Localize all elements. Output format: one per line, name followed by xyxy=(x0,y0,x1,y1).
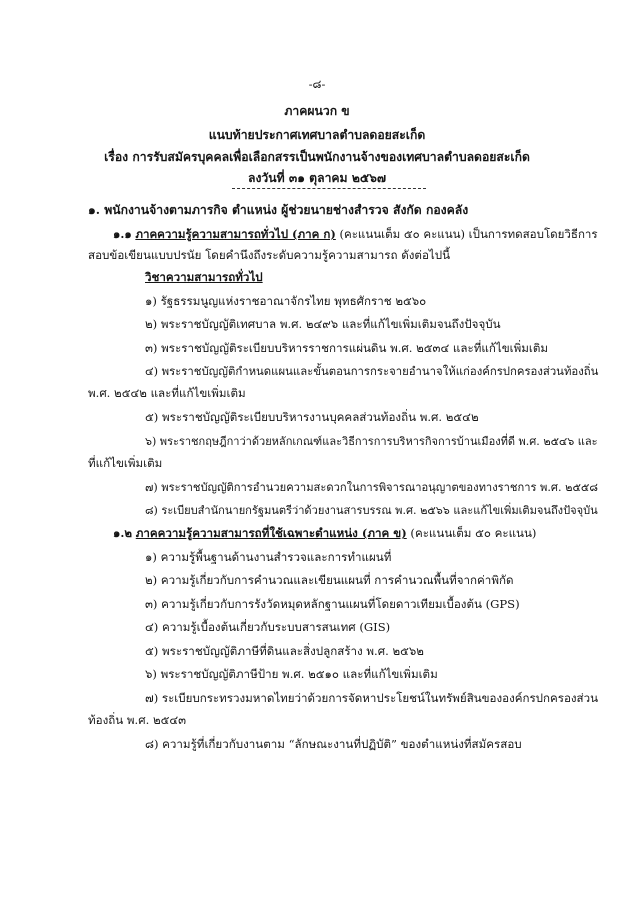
part-b-item: ๓) ความรู้เกี่ยวกับการรังวัดหมุดหลักฐานแผนที่โดยดาวเทียมเบื้องต้น (GPS) xyxy=(145,597,520,611)
part-b-item-cont: ท้องถิ่น พ.ศ. ๒๕๔๓ xyxy=(88,713,187,727)
part-b-item: ๔) ความรู้เบื้องต้นเกี่ยวกับระบบสารสนเทศ (GIS) xyxy=(145,620,391,634)
part-a-item: ๘) ระเบียบสำนักนายกรัฐมนตรีว่าด้วยงานสารบรรณ พ.ศ. ๒๕๖๖ และแก้ไขเพิ่มเติมจนถึงปัจจุบัน xyxy=(145,504,598,517)
part-a-item-cont: พ.ศ. ๒๕๔๒ และที่แก้ไขเพิ่มเติม xyxy=(88,386,246,400)
general-ability-heading: วิชาความสามารถทั่วไป xyxy=(145,270,263,284)
part-b-item: ๒) ความรู้เกี่ยวกับการคำนวณและเขียนแผนที่ การคำนวณพื้นที่จากค่าพิกัด xyxy=(145,573,514,587)
part-b-title: ภาคความรู้ความสามารถที่ใช้เฉพาะตำแหน่ง (ภาค ข) xyxy=(135,526,407,540)
part-a-item: ๕) พระราชบัญญัติระเบียบบริหารงานบุคคลส่วนท้องถิ่น พ.ศ. ๒๕๔๒ xyxy=(145,410,479,424)
part-b-item: ๕) พระราชบัญญัติภาษีที่ดินและสิ่งปลูกสร้าง พ.ศ. ๒๕๖๒ xyxy=(145,644,424,658)
part-a-heading xyxy=(113,227,598,242)
annex-title: ภาคผนวก ข xyxy=(284,104,350,118)
part-b-number: ๑.๒ xyxy=(113,526,133,540)
announcement-subtitle: แนบท้ายประกาศเทศบาลตำบลดอยสะเก็ด xyxy=(208,128,426,142)
part-b-item: ๖) พระราชบัญญัติภาษีป้าย พ.ศ. ๒๕๑๐ และที่แก้ไขเพิ่มเติม xyxy=(145,667,438,681)
part-a-item: ๑) รัฐธรรมนูญแห่งราชอาณาจักรไทย พุทธศักราช ๒๕๖๐ xyxy=(145,294,427,308)
announcement-subject: เรื่อง การรับสมัครบุคคลเพื่อเลือกสรรเป็นพนักงานจ้างของเทศบาลตำบลดอยสะเก็ด xyxy=(104,150,530,164)
part-a-item: ๖) พระราชกฤษฎีกาว่าด้วยหลักเกณฑ์และวิธีการการบริหารกิจการบ้านเมืองที่ดี พ.ศ. ๒๕๔๖ และ xyxy=(145,435,598,448)
part-a-item-cont: ที่แก้ไขเพิ่มเติม xyxy=(88,456,163,470)
part-a-description-cont: สอบข้อเขียนแบบปรนัย โดยคำนึงถึงระดับความรู้ความสามารถ ดังต่อไปนี้ xyxy=(88,248,451,262)
part-a-description: (คะแนนเต็ม ๕๐ คะแนน) เป็นการทดสอบโดยวิธีการ xyxy=(339,227,598,241)
part-b-item: ๘) ความรู้ที่เกี่ยวกับงานตาม “ลักษณะงานที่ปฏิบัติ” ของตำแหน่งที่สมัครสอบ xyxy=(145,737,522,751)
position-heading: ๑. พนักงานจ้างตามภารกิจ ตำแหน่ง ผู้ช่วยนายช่างสำรวจ สังกัด กองคลัง xyxy=(88,203,469,217)
page-number: -๘- xyxy=(308,77,326,91)
separator-line xyxy=(232,188,426,189)
part-a-item: ๗) พระราชบัญญัติการอำนวยความสะดวกในการพิจารณาอนุญาตของทางราชการ พ.ศ. ๒๕๕๘ xyxy=(145,481,598,494)
part-a-item: ๒) พระราชบัญญัติเทศบาล พ.ศ. ๒๔๙๖ และที่แก้ไขเพิ่มเติมจนถึงปัจจุบัน xyxy=(145,317,501,331)
part-a-number: ๑.๑ xyxy=(113,227,132,241)
part-a-item: ๓) พระราชบัญญัติระเบียบบริหารราชการแผ่นดิน พ.ศ. ๒๕๓๔ และที่แก้ไขเพิ่มเติม xyxy=(145,341,549,355)
part-b-item: ๗) ระเบียบกระทรวงมหาดไทยว่าด้วยการจัดหาประโยชน์ในทรัพย์สินขององค์กรปกครองส่วน xyxy=(145,691,599,705)
part-b-item: ๑) ความรู้พื้นฐานด้านงานสำรวจและการทำแผนที่ xyxy=(145,550,392,564)
part-a-item: ๔) พระราชบัญญัติกำหนดแผนและขั้นตอนการกระจายอำนาจให้แก่องค์กรปกครองส่วนท้องถิ่น xyxy=(145,364,599,378)
part-a-title: ภาคความรู้ความสามารถทั่วไป (ภาค ก) xyxy=(135,227,336,241)
announcement-date: ลงวันที่ ๓๑ ตุลาคม ๒๕๖๗ xyxy=(248,171,386,185)
part-b-description: (คะแนนเต็ม ๕๐ คะแนน) xyxy=(410,526,537,540)
part-b-heading xyxy=(113,526,536,541)
